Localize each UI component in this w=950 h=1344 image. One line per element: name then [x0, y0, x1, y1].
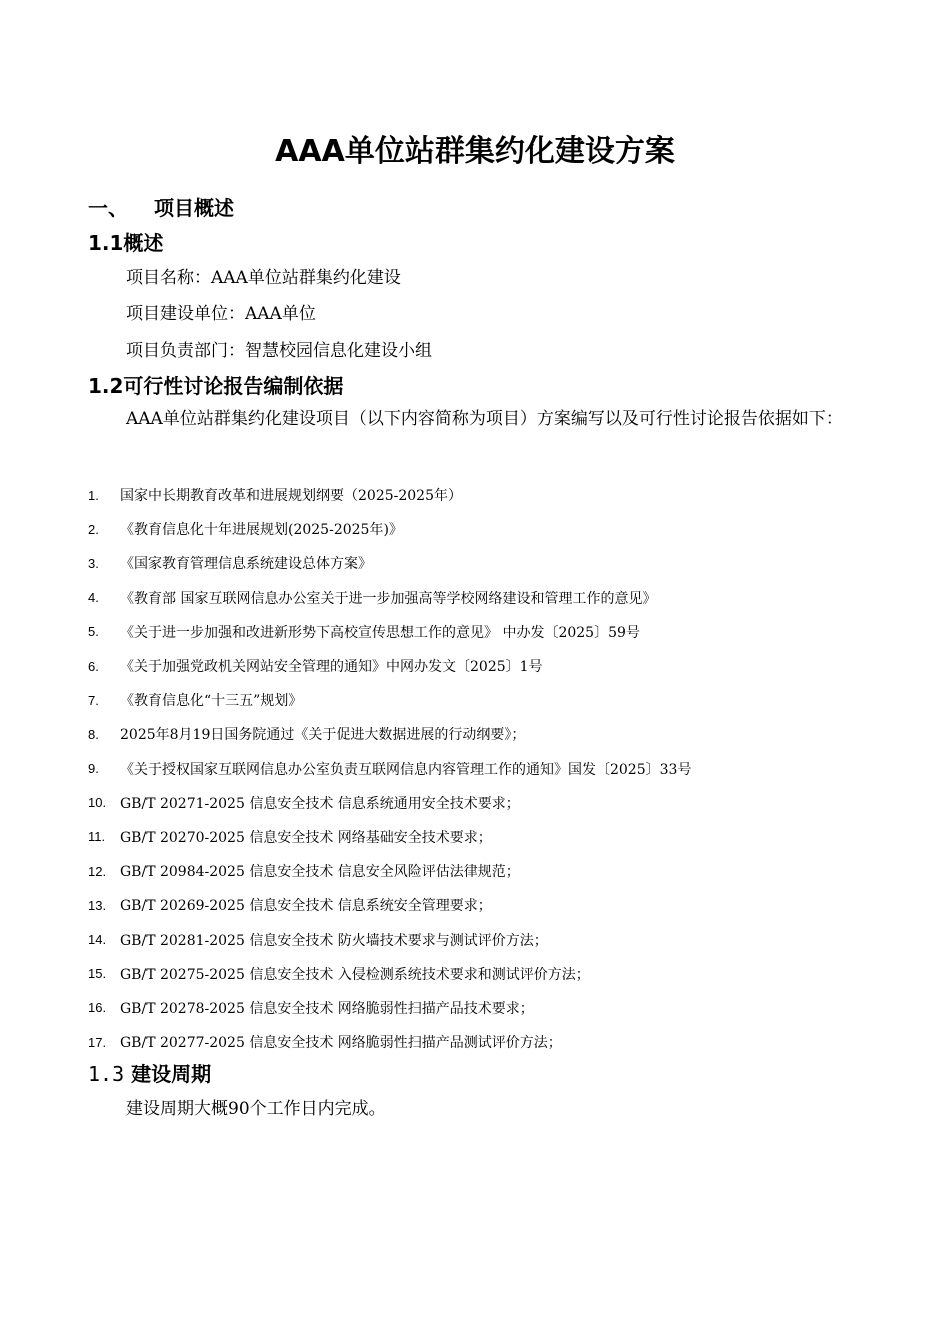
- list-item-number: 8.: [88, 726, 99, 742]
- list-item-number: 1.: [88, 487, 99, 503]
- list-item-text: GB/T 20278-2025 信息安全技术 网络脆弱性扫描产品技术要求；: [120, 1000, 534, 1017]
- list-item-number: 2.: [88, 521, 99, 537]
- list-item-number: 10.: [88, 795, 107, 811]
- list-item-text: 《教育信息化“十三五”规划》: [120, 693, 303, 710]
- list-item-text: GB/T 20281-2025 信息安全技术 防火墙技术要求与测试评价方法；: [120, 932, 548, 949]
- list-item-text: GB/T 20269-2025 信息安全技术 信息系统安全管理要求；: [120, 898, 492, 915]
- list-item: [88, 478, 691, 512]
- basis-intro-paragraph: AAA单位站群集约化建设项目（以下内容简称为项目）方案编写以及可行性讨论报告依据如下：: [126, 409, 843, 429]
- list-item-number: 6.: [88, 658, 99, 674]
- list-item: [88, 957, 691, 991]
- list-item-text: GB/T 20984-2025 信息安全技术 信息安全风险评估法律规范；: [120, 864, 520, 881]
- list-item: [88, 615, 691, 649]
- list-item: [88, 991, 691, 1025]
- list-item: [88, 752, 691, 786]
- list-item-text: GB/T 20275-2025 信息安全技术 入侵检测系统技术要求和测试评价方法；: [120, 966, 590, 983]
- list-item-number: 7.: [88, 692, 99, 708]
- list-item-text: 《关于加强党政机关网站安全管理的通知》中网办发文〔2025〕1号: [120, 659, 543, 676]
- list-item-number: 16.: [88, 1000, 107, 1016]
- list-item-number: 3.: [88, 555, 99, 571]
- document-title: AAA单位站群集约化建设方案: [275, 134, 675, 169]
- list-item-number: 12.: [88, 863, 107, 879]
- list-item-number: 14.: [88, 932, 107, 948]
- list-item-text: 《教育信息化十年进展规划(2025-2025年)》: [120, 522, 403, 539]
- list-item-number: 5.: [88, 624, 99, 640]
- list-item: [88, 820, 691, 854]
- list-item-text: 《教育部 国家互联网信息办公室关于进一步加强高等学校网络建设和管理工作的意见》: [120, 590, 657, 607]
- section-heading-overview: [88, 194, 234, 222]
- subsection-number: 1.3: [88, 1062, 125, 1086]
- project-unit-line: 项目建设单位：AAA单位: [126, 304, 316, 324]
- list-item: [88, 888, 691, 922]
- list-item-text: 2025年8月19日国务院通过《关于促进大数据进展的行动纲要》；: [120, 727, 526, 744]
- construction-period-text: 建设周期大概90个工作日内完成。: [126, 1099, 386, 1119]
- list-item-number: 9.: [88, 761, 99, 777]
- list-item: [88, 546, 691, 580]
- list-item: [88, 717, 691, 751]
- list-item: [88, 786, 691, 820]
- list-item-number: 4.: [88, 590, 99, 606]
- list-item-text: GB/T 20271-2025 信息安全技术 信息系统通用安全技术要求；: [120, 795, 520, 812]
- list-item: [88, 683, 691, 717]
- section-title: 项目概述: [154, 196, 234, 220]
- subsection-heading-1-3: [88, 1060, 211, 1088]
- project-department-line: 项目负责部门：智慧校园信息化建设小组: [126, 341, 432, 361]
- list-item-number: 11.: [88, 829, 106, 845]
- subsection-heading-1-2: 1.2可行性讨论报告编制依据: [88, 374, 344, 398]
- list-item: [88, 1025, 691, 1059]
- list-item-text: GB/T 20277-2025 信息安全技术 网络脆弱性扫描产品测试评价方法；: [120, 1035, 562, 1052]
- list-item-text: 国家中长期教育改革和进展规划纲要（2025-2025年）: [120, 488, 462, 505]
- subsection-title: 建设周期: [131, 1062, 212, 1086]
- subsection-heading-1-1: 1.1概述: [88, 231, 164, 255]
- list-item-text: 《国家教育管理信息系统建设总体方案》: [120, 556, 372, 573]
- list-item-number: 13.: [88, 897, 107, 913]
- list-item-text: 《关于进一步加强和改进新形势下高校宣传思想工作的意见》 中办发〔2025〕59号: [120, 624, 640, 641]
- list-item-text: GB/T 20270-2025 信息安全技术 网络基础安全技术要求；: [120, 829, 492, 846]
- reference-list: [88, 478, 691, 1059]
- list-item: [88, 922, 691, 956]
- section-number: 一、: [88, 196, 128, 220]
- list-item-number: 17.: [88, 1034, 107, 1050]
- project-name-line: 项目名称：AAA单位站群集约化建设: [126, 268, 401, 288]
- list-item: [88, 581, 691, 615]
- list-item: [88, 649, 691, 683]
- list-item-number: 15.: [88, 966, 107, 982]
- list-item: [88, 512, 691, 546]
- list-item: [88, 854, 691, 888]
- list-item-text: 《关于授权国家互联网信息办公室负责互联网信息内容管理工作的通知》国发〔2025〕33号: [120, 761, 692, 778]
